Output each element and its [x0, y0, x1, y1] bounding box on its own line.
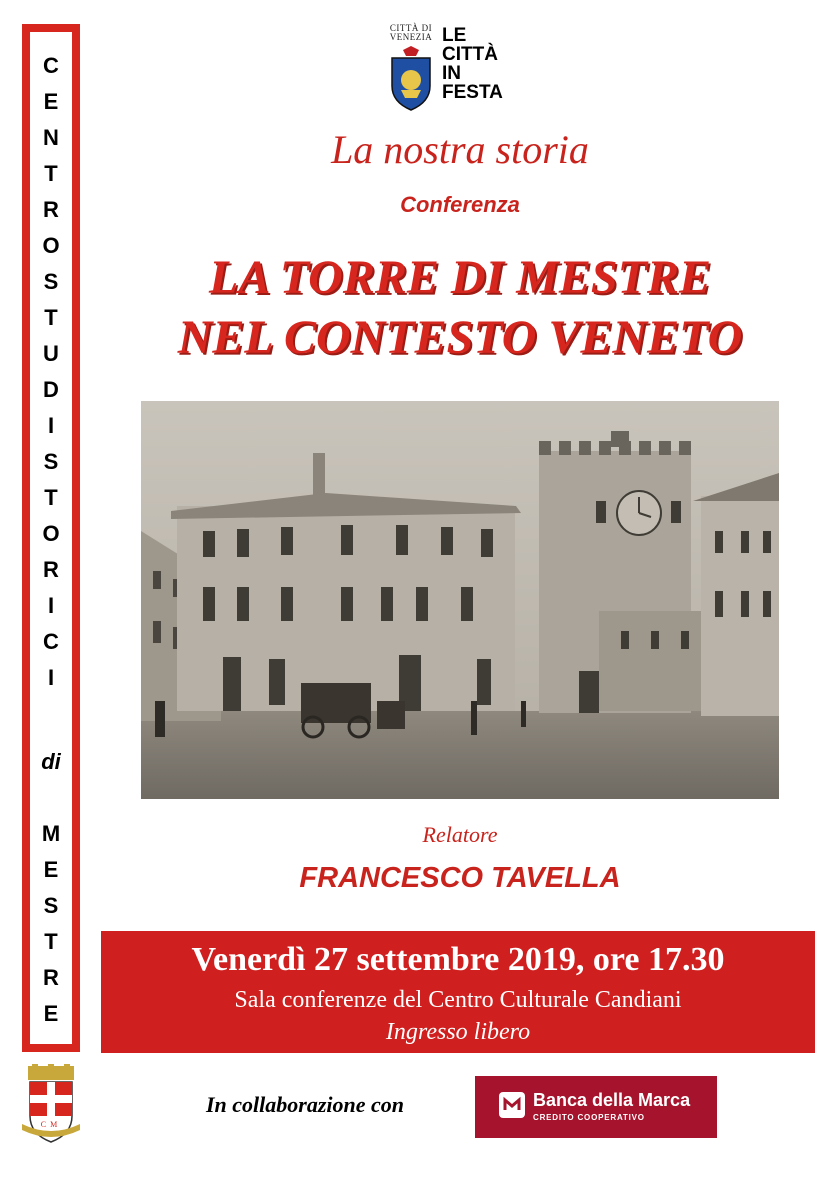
bank-emblem-icon: [497, 1090, 527, 1120]
sidebar-letter: R: [43, 965, 59, 990]
speaker-label: Relatore: [422, 822, 498, 847]
sidebar-letter: T: [44, 161, 58, 186]
event-details-box: [101, 931, 815, 1053]
conference-title: [110, 248, 810, 368]
historic-photo: [141, 401, 779, 799]
sidebar-letter: U: [43, 341, 59, 366]
sidebar-letter: I: [47, 665, 55, 690]
event-type: Conferenza: [400, 192, 520, 217]
venezia-crest-icon: [386, 46, 436, 112]
bank-subtitle: CREDITO COOPERATIVO: [533, 1113, 645, 1122]
sidebar-letter: N: [43, 125, 59, 150]
festa-logo-line: CITTÀ: [442, 44, 498, 65]
sidebar-letter: E: [43, 857, 59, 882]
sidebar-letter: T: [44, 485, 58, 510]
series-title: La nostra storia: [331, 127, 589, 172]
crest-icon: [20, 1064, 82, 1146]
collaboration-label: In collaborazione con: [205, 1092, 405, 1117]
bank-name: Banca della Marca: [533, 1090, 691, 1110]
sidebar-letter: S: [43, 893, 59, 918]
sidebar-letter: E: [43, 1001, 59, 1026]
crest-text: CM: [40, 1120, 62, 1129]
sidebar-letter: C: [43, 53, 59, 78]
sidebar-letter: O: [42, 521, 60, 546]
sidebar-letter: O: [42, 233, 60, 258]
sidebar-letter: R: [43, 557, 59, 582]
title-line: LA TORRE DI MESTRE: [209, 251, 711, 304]
sidebar-letter: M: [41, 821, 61, 846]
sidebar-vertical-text: [30, 32, 72, 1044]
mestre-crest-logo: [20, 1064, 82, 1146]
sidebar-letter: I: [47, 593, 55, 618]
speaker-name: FRANCESCO TAVELLA: [299, 862, 621, 894]
sidebar-letter: S: [43, 449, 59, 474]
sidebar-letter: S: [43, 269, 59, 294]
mestre-square-illustration: [141, 401, 779, 799]
banca-della-marca-logo: [475, 1076, 717, 1138]
sidebar-frame: [22, 24, 80, 1052]
festa-logo-line: IN: [442, 63, 461, 84]
sidebar-letter: I: [47, 413, 55, 438]
event-date: Venerdì 27 settembre 2019, ore 17.30: [191, 941, 725, 978]
sidebar-letter: C: [43, 629, 59, 654]
sidebar-letter: T: [44, 305, 58, 330]
festa-logo-line: LE: [442, 25, 467, 46]
sidebar-connector: di: [41, 749, 61, 774]
event-venue: Sala conferenze del Centro Culturale Candiani: [234, 987, 682, 1013]
sidebar-letter: D: [43, 377, 59, 402]
venezia-logo-text: CITTÀ DI VENEZIA: [389, 23, 433, 42]
event-entry: Ingresso libero: [385, 1019, 531, 1045]
title-line: NEL CONTESTO VENETO: [177, 311, 743, 364]
sidebar-letter: T: [44, 929, 58, 954]
citta-di-venezia-logo: [386, 24, 436, 110]
sidebar-letter: E: [43, 89, 59, 114]
festa-logo-line: FESTA: [442, 82, 503, 103]
le-citta-in-festa-logo: [442, 26, 532, 102]
sidebar-letter: R: [43, 197, 59, 222]
